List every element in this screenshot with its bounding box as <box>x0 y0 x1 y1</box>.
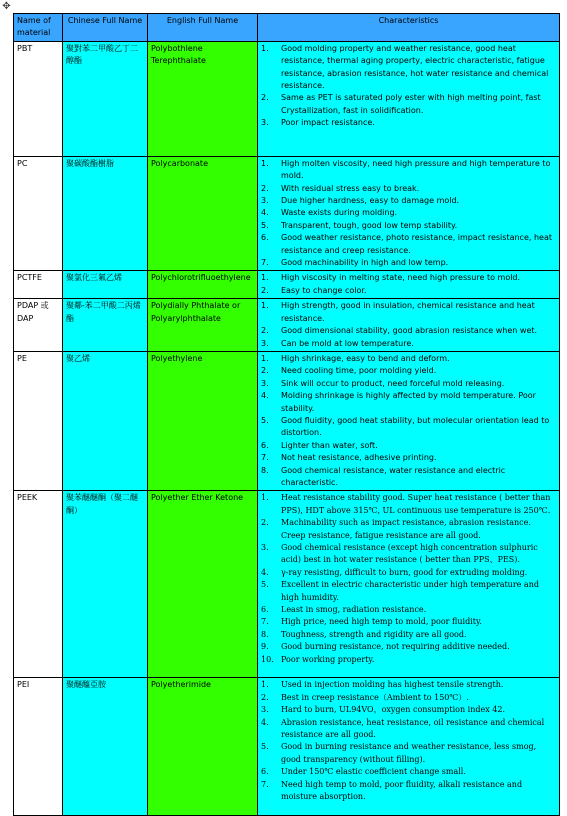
item-text: Good in burning resistance and weather resistance, less smog, good transparency (without filling). <box>281 742 537 764</box>
item-number: 9. <box>261 642 269 652</box>
item-number: 2. <box>261 518 269 528</box>
item-number: 2. <box>261 93 269 103</box>
characteristic-item <box>261 117 556 129</box>
table-row <box>14 678 560 816</box>
material-name-cell: PEEK <box>14 491 63 678</box>
characteristic-item <box>261 272 556 284</box>
item-number: 4. <box>261 208 269 218</box>
item-number: 2. <box>261 285 269 295</box>
english-name-cell: Polycarbonate <box>148 156 258 271</box>
item-number: 7. <box>261 258 269 268</box>
characteristics-list <box>261 272 556 297</box>
item-number: 4. <box>261 391 269 401</box>
chinese-name-cell: 聚醚醯亞胺 <box>63 678 148 816</box>
characteristic-item <box>261 390 556 415</box>
item-text: Heat resistance stability good. Super heat resistance ( better than PPS), HDT above 315℃, UL continuous use temperature is 250℃. <box>281 493 551 515</box>
table-row <box>14 156 560 271</box>
header-chinese-full-name: Chinese Full Name <box>63 14 148 42</box>
item-number: 2. <box>261 326 269 336</box>
item-text: Good molding property and weather resistance, good heat resistance, thermal aging property, electric characteristic, fatigue resistance, abrasion resistance, hot water resistance and chemical resistance. <box>281 43 549 91</box>
characteristic-item <box>261 452 556 464</box>
characteristic-item <box>261 353 556 365</box>
item-text: Can be mold at low temperature. <box>281 338 414 348</box>
item-number: 4. <box>261 717 269 727</box>
item-text: Best in creep resistance（Ambient to 150℃）. <box>281 692 469 702</box>
characteristic-item <box>261 579 556 604</box>
characteristic-item <box>261 766 556 778</box>
item-text: High shrinkage, easy to bend and deform. <box>281 353 450 363</box>
characteristic-item <box>261 232 556 257</box>
item-number: 1. <box>261 493 269 503</box>
characteristics-cell <box>258 351 560 490</box>
item-text: Easy to change color. <box>281 285 367 295</box>
item-number: 4. <box>261 567 269 577</box>
item-text: Used in injection molding has highest tensile strength. <box>281 680 504 690</box>
characteristic-item <box>261 207 556 219</box>
characteristics-cell <box>258 156 560 271</box>
characteristic-item <box>261 704 556 716</box>
characteristics-cell <box>258 491 560 678</box>
table-row <box>14 491 560 678</box>
item-number: 5. <box>261 220 269 230</box>
item-text: Same as PET is saturated poly ester with high melting point, fast Crystallization, fast in solidification. <box>281 93 541 115</box>
item-text: Poor working property. <box>281 654 375 664</box>
item-text: Good chemical resistance (except high concentration sulphuric acid) best in hot water resistance ( better than PPS、PES). <box>281 543 538 565</box>
english-name-cell: Polyethylene <box>148 351 258 490</box>
characteristic-item <box>261 300 556 325</box>
item-text: Need high temp to mold, poor fluidity, alkali resistance and moisture absorption. <box>281 779 523 802</box>
item-text: Transparent, tough, good low temp stability. <box>281 220 458 230</box>
chinese-name-cell: 聚對苯二甲酸乙丁二醇酯 <box>63 41 148 156</box>
material-name-cell: PBT <box>14 41 63 156</box>
table-row <box>14 271 560 299</box>
chinese-name-cell: 聚乙烯 <box>63 351 148 490</box>
item-number: 2. <box>261 183 269 193</box>
item-number: 1. <box>261 301 269 311</box>
material-name-cell: PEI <box>14 678 63 816</box>
english-name-cell: Polyether Ether Ketone <box>148 491 258 678</box>
characteristic-item <box>261 257 556 269</box>
table-body <box>14 41 560 816</box>
item-text: Abrasion resistance, heat resistance, oil resistance and chemical resistance are all good. <box>281 717 545 739</box>
item-number: 5. <box>261 415 269 425</box>
table-row <box>14 41 560 156</box>
item-text: Machinability such as impact resistance, abrasion resistance. Creep resistance, fatigue resistance are all good. <box>281 518 531 540</box>
characteristic-item <box>261 415 556 440</box>
item-text: Good weather resistance, photo resistance, impact resistance, heat resistance and creep resistance. <box>281 233 552 255</box>
item-text: Under 150℃ elastic coefficient change small. <box>281 767 466 777</box>
materials-table <box>13 13 560 816</box>
english-name-cell: Polyetherimide <box>148 678 258 816</box>
item-text: Poor impact resistance. <box>281 118 375 128</box>
characteristics-cell <box>258 271 560 299</box>
item-text: Waste exists during molding. <box>281 208 398 218</box>
characteristic-item <box>261 567 556 579</box>
item-text: With residual stress easy to break. <box>281 183 420 193</box>
characteristic-item <box>261 492 556 517</box>
item-number: 5. <box>261 742 269 752</box>
item-text: Toughness, strength and rigidity are all good. <box>281 629 467 639</box>
item-number: 2. <box>261 692 269 702</box>
characteristic-item <box>261 779 556 804</box>
item-text: Good machinability in high and low temp. <box>281 258 449 268</box>
table-move-handle-icon[interactable]: ✥ <box>2 1 11 12</box>
characteristics-list <box>261 158 556 270</box>
item-text: High viscosity in melting state, need high pressure to mold. <box>281 273 521 283</box>
characteristics-list <box>261 43 556 130</box>
item-text: Excellent in electric characteristic under high temperature and high humidity. <box>281 580 539 602</box>
item-number: 7. <box>261 453 269 463</box>
item-text: Sink will occur to product, need forceful mold releasing. <box>281 378 505 388</box>
item-number: 8. <box>261 465 269 475</box>
characteristics-list <box>261 353 556 489</box>
chinese-name-cell: 聚碳酸酯樹脂 <box>63 156 148 271</box>
item-number: 10. <box>261 654 274 664</box>
table-row <box>14 299 560 352</box>
header-row <box>14 14 560 42</box>
item-text: Not heat resistance, adhesive printing. <box>281 453 437 463</box>
characteristic-item <box>261 679 556 691</box>
item-text: Good fluidity, good heat stability, but molecular orientation lead to distortion. <box>281 415 550 438</box>
characteristic-item <box>261 92 556 117</box>
item-number: 3. <box>261 118 269 128</box>
table-row <box>14 351 560 490</box>
characteristic-item <box>261 158 556 183</box>
item-number: 3. <box>261 705 269 715</box>
item-text: Hard to burn, UL94VO，oxygen consumption index 42. <box>281 705 506 715</box>
header-characteristics: Characteristics <box>258 14 560 42</box>
item-number: 5. <box>261 580 269 590</box>
chinese-name-cell: 聚鄰-苯二甲酸二丙烯酯 <box>63 299 148 352</box>
item-number: 1. <box>261 680 269 690</box>
item-text: High strength, good in insulation, chemical resistance and heat resistance. <box>281 301 535 323</box>
item-number: 3. <box>261 378 269 388</box>
item-number: 3. <box>261 196 269 206</box>
characteristic-item <box>261 440 556 452</box>
item-number: 6. <box>261 440 269 450</box>
characteristic-item <box>261 517 556 542</box>
characteristic-item <box>261 378 556 390</box>
characteristic-item <box>261 43 556 93</box>
characteristic-item <box>261 654 556 666</box>
item-text: Good dimensional stability, good abrasion resistance when wet. <box>281 326 538 336</box>
item-text: Molding shrinkage is highly affected by mold temperature. Poor stability. <box>281 391 536 413</box>
characteristics-cell <box>258 41 560 156</box>
characteristic-item <box>261 629 556 641</box>
english-name-cell: Polybothlene Terephthalate <box>148 41 258 156</box>
item-text: High molten viscosity, need high pressure and high temperature to mold. <box>281 158 551 181</box>
material-name-cell: PDAP 或 DAP <box>14 299 63 352</box>
characteristic-item <box>261 338 556 350</box>
item-number: 7. <box>261 779 269 789</box>
characteristics-list <box>261 679 556 803</box>
characteristics-cell <box>258 299 560 352</box>
chinese-name-cell: 聚苯醚醚酮（聚二醚酮） <box>63 491 148 678</box>
characteristics-list <box>261 300 556 350</box>
item-number: 1. <box>261 158 269 168</box>
characteristic-item <box>261 220 556 232</box>
english-name-cell: Polydially Phthalate or Polyarylphthalate <box>148 299 258 352</box>
item-text: Least in smog, radiation resistance. <box>281 605 427 615</box>
characteristic-item <box>261 285 556 297</box>
item-number: 3. <box>261 338 269 348</box>
item-number: 2. <box>261 366 269 376</box>
item-number: 6. <box>261 605 269 615</box>
header-english-full-name: English Full Name <box>148 14 258 42</box>
material-name-cell: PC <box>14 156 63 271</box>
characteristic-item <box>261 741 556 766</box>
characteristics-list <box>261 492 556 666</box>
material-name-cell: PCTFE <box>14 271 63 299</box>
item-number: 6. <box>261 767 269 777</box>
item-number: 8. <box>261 629 269 639</box>
item-number: 1. <box>261 273 269 283</box>
item-text: γ-ray resisting, difficult to burn, good for extruding molding. <box>281 567 528 577</box>
characteristic-item <box>261 365 556 377</box>
characteristic-item <box>261 542 556 567</box>
item-text: Need cooling time, poor molding yield. <box>281 366 437 376</box>
item-number: 6. <box>261 233 269 243</box>
chinese-name-cell: 聚氯化三氟乙烯 <box>63 271 148 299</box>
item-text: Lighter than water, soft. <box>281 440 378 450</box>
characteristic-item <box>261 692 556 704</box>
characteristics-cell <box>258 678 560 816</box>
header-name-of-material: Name of material <box>14 14 63 42</box>
item-number: 7. <box>261 617 269 627</box>
item-number: 3. <box>261 543 269 552</box>
characteristic-item <box>261 183 556 195</box>
item-number: 1. <box>261 43 269 53</box>
characteristic-item <box>261 465 556 490</box>
english-name-cell: Polychlorotrifluoethylene <box>148 271 258 299</box>
characteristic-item <box>261 717 556 742</box>
item-text: Due higher hardness, easy to damage mold. <box>281 196 460 206</box>
characteristic-item <box>261 195 556 207</box>
material-name-cell: PE <box>14 351 63 490</box>
characteristic-item <box>261 641 556 653</box>
item-text: High price, need high temp to mold, poor fluidity. <box>281 617 482 627</box>
characteristic-item <box>261 616 556 628</box>
characteristic-item <box>261 604 556 616</box>
item-number: 1. <box>261 353 269 363</box>
item-text: Good burning resistance, not requiring additive needed. <box>281 642 510 652</box>
characteristic-item <box>261 325 556 337</box>
item-text: Good chemical resistance, water resistance and electric characteristic. <box>281 465 506 487</box>
